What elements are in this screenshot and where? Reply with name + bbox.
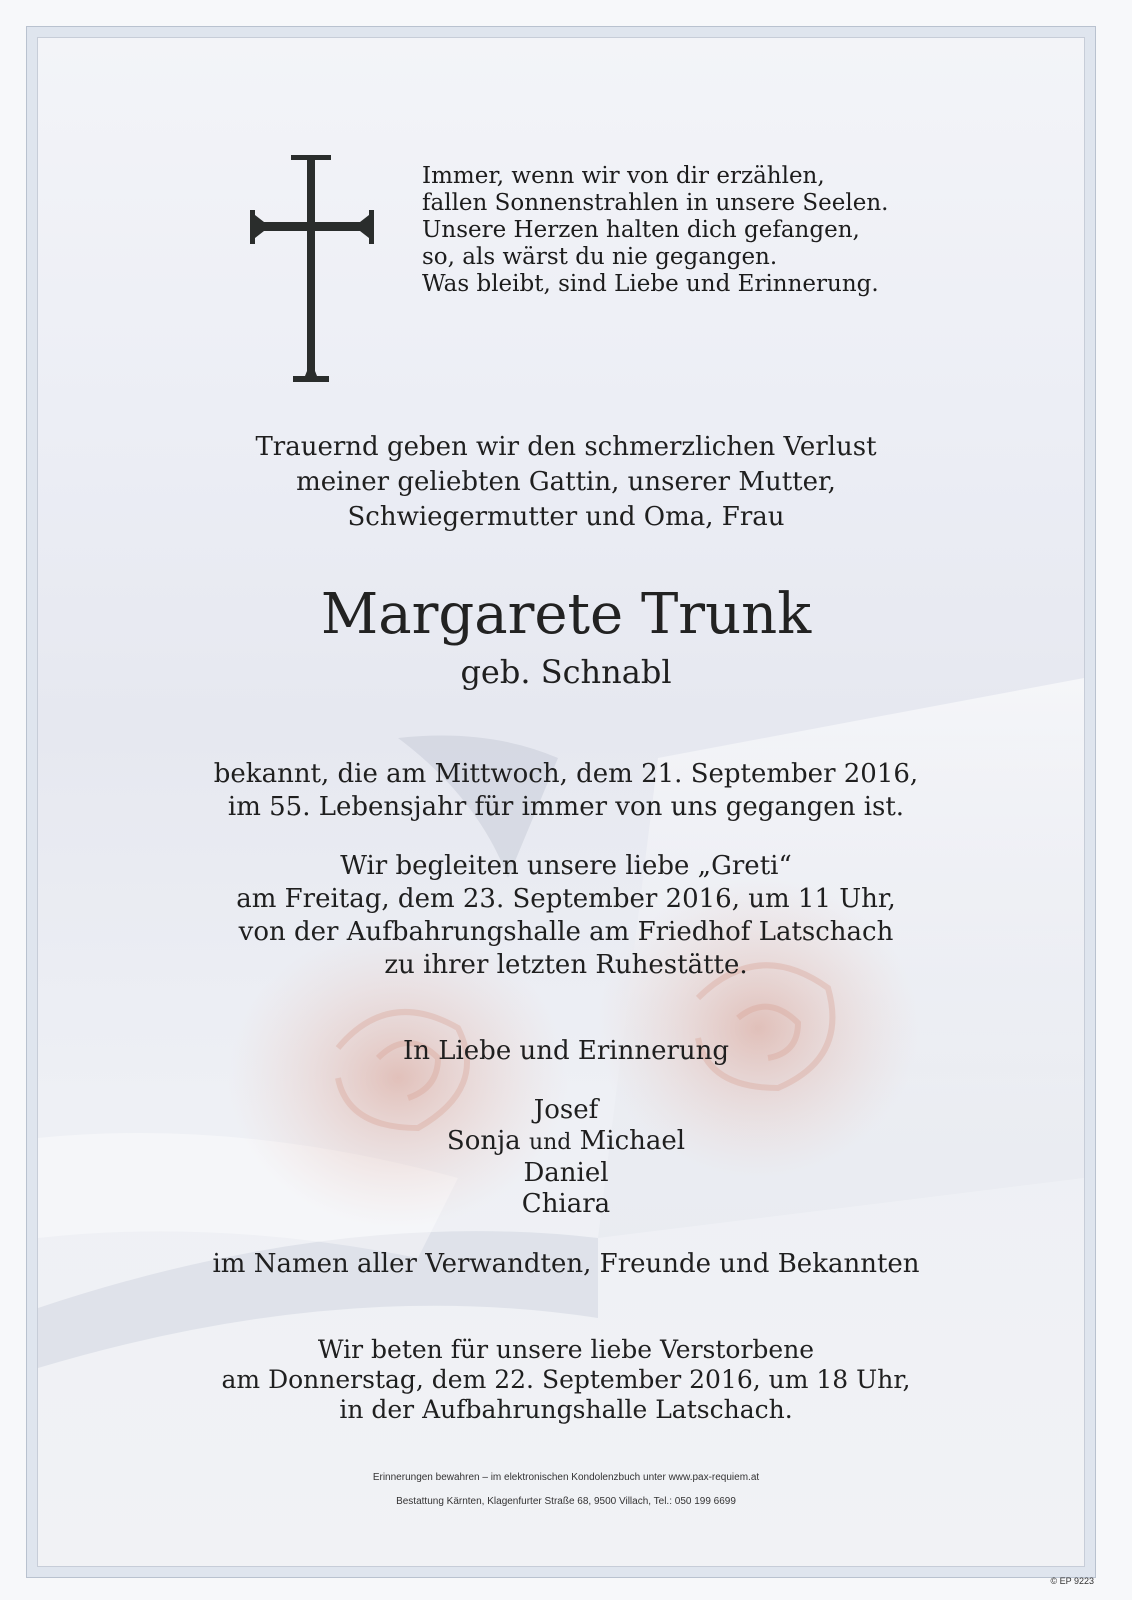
- family-names: [0, 1095, 1132, 1220]
- death-line: bekannt, die am Mittwoch, dem 21. September 2016,: [213, 759, 919, 789]
- prayer-notice: [0, 1335, 1132, 1425]
- deceased-name: Margarete Trunk: [320, 582, 812, 647]
- family-member: Chiara: [521, 1189, 611, 1219]
- prayer-line: Wir beten für unsere liebe Verstorbene: [317, 1335, 815, 1364]
- funeral-line: zu ihrer letzten Ruhestätte.: [384, 950, 748, 980]
- family-member: Josef: [533, 1095, 599, 1125]
- conjunction: und: [528, 1130, 572, 1155]
- intro-line: Trauernd geben wir den schmerzlichen Verlust: [255, 432, 877, 462]
- motto-line: fallen Sonnenstrahlen in unsere Seelen.: [422, 190, 889, 216]
- footer-undertaker-address: Bestattung Kärnten, Klagenfurter Straße 68, 9500 Villach, Tel.: 050 199 6699: [396, 1496, 736, 1507]
- funeral-line: Wir begleiten unsere liebe „Greti“: [340, 851, 792, 881]
- cross-icon: [250, 155, 374, 383]
- maiden-name: geb. Schnabl: [460, 653, 672, 691]
- relatives-line: im Namen aller Verwandten, Freunde und Bekannten: [212, 1249, 920, 1279]
- prayer-line: am Donnerstag, dem 22. September 2016, um 18 Uhr,: [221, 1365, 911, 1394]
- death-notice: [0, 758, 1132, 824]
- funeral-notice: [0, 850, 1132, 982]
- family-member: Daniel: [523, 1158, 609, 1188]
- motto-poem: [422, 163, 889, 298]
- family-member-pair: [0, 1126, 1132, 1158]
- print-code: © EP 9223: [1050, 1576, 1094, 1586]
- death-line: im 55. Lebensjahr für immer von uns gegangen ist.: [227, 792, 905, 822]
- prayer-line: in der Aufbahrungshalle Latschach.: [339, 1395, 793, 1424]
- motto-line: Was bleibt, sind Liebe und Erinnerung.: [422, 271, 879, 297]
- family-member: Sonja: [446, 1126, 521, 1156]
- funeral-line: am Freitag, dem 23. September 2016, um 11 Uhr,: [236, 884, 896, 914]
- intro-line: meiner geliebten Gattin, unserer Mutter,: [296, 467, 836, 497]
- intro-text: [0, 430, 1132, 535]
- funeral-line: von der Aufbahrungshalle am Friedhof Latschach: [238, 917, 894, 947]
- motto-line: so, als wärst du nie gegangen.: [422, 244, 778, 270]
- intro-line: Schwiegermutter und Oma, Frau: [347, 502, 785, 532]
- family-member: Michael: [579, 1126, 686, 1156]
- closing-phrase: In Liebe und Erinnerung: [402, 1036, 730, 1066]
- motto-line: Unsere Herzen halten dich gefangen,: [422, 217, 860, 243]
- footer-condolence-link: Erinnerungen bewahren – im elektronischen Kondolenzbuch unter www.pax-requiem.at: [372, 1472, 760, 1483]
- motto-line: Immer, wenn wir von dir erzählen,: [422, 163, 825, 189]
